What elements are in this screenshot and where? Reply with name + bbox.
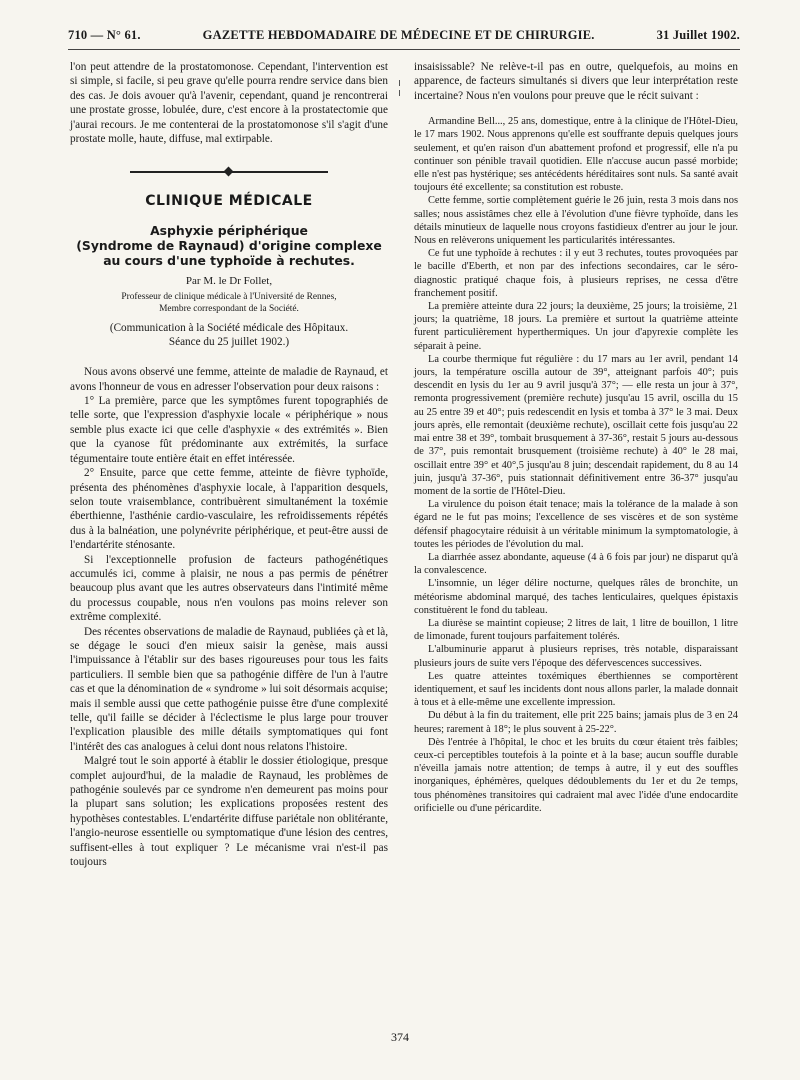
header-rule (68, 49, 740, 50)
author-affiliation (78, 292, 380, 315)
right-column (414, 60, 738, 815)
body-paragraph: Si l'exceptionnelle profusion de facteurs pathogénétiques accumulés ici, comme à plaisir, ne nous a pas permis de pénétrer beaucoup plus avant que les autres observateurs dans l'intimité même du processus coupable, nous n'en voulons pas moins relever son extrême complexité. (70, 553, 388, 624)
body-paragraph: Nous avons observé une femme, atteinte de maladie de Raynaud, et avons l'honneur de vous en adresser l'observation pour deux raisons : (70, 366, 388, 393)
case-paragraph: Ce fut une typhoïde à rechutes : il y eut 3 rechutes, toutes provoquées par le bacille d'Eberth, et non par des infections secondaires, car le séro-diagnostic pratiqué chaque fois, à plusieurs reprises, ne cessa d'être franchement positif. (414, 248, 738, 299)
case-paragraph: Dès l'entrée à l'hôpital, le choc et les bruits du cœur étaient très faibles; ceux-ci perceptibles toutefois à la pointe et à la base; aucun souffle durable n'éveilla jamais notre attention; de temps à autre, il y eut des souffles inorganiques, éphémères, quelques dédoublements du 1er et du 2e temps, tous phénomènes transitoires qui cadraient mal avec l'idée d'une endocardite orificielle ou d'une péricardite. (414, 736, 738, 814)
affiliation-line: Membre correspondant de la Société. (159, 303, 299, 314)
article-title-line: (Syndrome de Raynaud) d'origine complexe (76, 237, 382, 253)
article-title-line: Asphyxie périphérique (150, 222, 308, 238)
case-paragraph: L'albuminurie apparut à plusieurs reprises, très notable, disparaissant plusieurs jours de suite vers l'époque des défervescences successives. (414, 644, 738, 669)
body-paragraph: 1° La première, parce que les symptômes furent topographiés de telle sorte, que l'expression d'asphyxie locale « périphérique » nous semble plus exacte ici que celle d'asphyxie « des extrémités ». Bien que la cyanose fût prédominante aux extrémités, la surface tégumentaire toute entière était en effet intéressée. (70, 395, 388, 465)
section-title: CLINIQUE MÉDICALE (145, 193, 313, 210)
case-paragraph: La diurèse se maintint copieuse; 2 litres de lait, 1 litre de bouillon, 1 litre de limonade, furent toujours parfaitement tolérés. (414, 617, 738, 643)
case-paragraph: Armandine Bell..., 25 ans, domestique, entre à la clinique de l'Hôtel-Dieu, le 17 mars 1902. Nous apprenons qu'elle est souffrante depuis quelques jours seulement, et qu'en raison d'un abattement profond et progressif, elle n'a pu continuer son pénible travail quotidien. Elle n'accuse aucun passé morbide; elle n'est pas hystérique; ses antécédents héréditaires sont nuls. Sa santé avait toujours été excellente; sa constitution est robuste. (414, 116, 738, 194)
case-paragraph: L'insomnie, un léger délire nocturne, quelques râles de bronchite, un météorisme abdominal marqué, des taches lenticulaires, quelques épistaxis constituèrent le fond du tableau. (414, 578, 738, 616)
article-title (70, 223, 388, 268)
case-paragraph: La virulence du poison était tenace; mais la tolérance de la malade à son égard ne le fut pas moins; l'excellence de ses viscères et de son système défensif phagocytaire réduisit à un véritable minimum la symptomatologie, à toutes les périodes de l'évolution du mal. (414, 499, 738, 550)
section-separator (130, 168, 328, 176)
body-paragraph: Malgré tout le soin apporté à établir le dossier étiologique, presque complet aujourd'hui, de la maladie de Raynaud, les problèmes de pathogénie soulevés par ce syndrome n'en demeurent pas moins pour la plupart sans solution; les explications proposées restent des hypothèses contestables. L'endartérite diffuse pariétale non oblitérante, l'angio-neurose essentielle ou symptomatique d'une lésion des centres, suffisent-elles à tout expliquer ? Le mécanisme vrai n'est-il pas toujours (70, 755, 388, 869)
body-paragraph: Des récentes observations de maladie de Raynaud, publiées çà et là, se dégage le souci d'en mieux saisir la genèse, mais aussi l'impuissance à l'établir sur des bases rigoureuses pour tous les faits particuliers. Il semble bien que sa pathogénie diffère de l'un à l'autre cas et que la dénomination de « syndrome » lui soit désormais acquise; mais il semble aussi que cette pathogénie puisse être d'une complexité telle, qu'il faille se décider à l'éclectisme le plus large pour trouver l'explication plausible des mille détails symptomatiques qui font l'intérêt des cas analogues à celui dont nous relatons l'histoire. (70, 625, 388, 753)
author-byline: Par M. le Dr Follet, (185, 274, 273, 287)
case-paragraph: La courbe thermique fut régulière : du 17 mars au 1er avril, pendant 14 jours, la température oscilla autour de 39°, atteignant parfois 40°; puis descendit en lysis du 1er au 9 avril jusqu'à 37°; — elle resta un jour à 37°, remonta progressivement (première rechute) jusqu'au 15 avril, oscilla du 15 au 25 entre 39 et 40°; puis redescendit en lysis et tomba à 37° le 3 mai. Deux jours après, elle remontait (deuxième rechute), oscillait cette fois jusqu'au 22 mai entre 38 et 39°, tombait brusquement à 37-36°, restait 5 jours au-dessous de 37°, puis remontait brusquement (troisième rechute) à 40° le 28 mai, oscillait entre 39° et 40°,5 jusqu'au 8 juin; descendait rapidement, du 8 au 14 juin, jusqu'à 37-36°, puis stationnait définitivement entre 36-37° jusqu'au moment de la sortie de l'Hôtel-Dieu. (414, 353, 738, 497)
column-divider-marks (399, 80, 405, 100)
article-title-line: au cours d'une typhoïde à rechutes. (103, 252, 355, 268)
affiliation-line: Professeur de clinique médicale à l'Université de Rennes, (121, 292, 337, 303)
communication-line: (Communication à la Société médicale des Hôpitaux. (109, 322, 349, 335)
case-paragraph: La première atteinte dura 22 jours; la deuxième, 25 jours; la troisième, 21 jours; la quatrième, 18 jours. La première et surtout la quatrième atteinte furent particulièrement hyperthermiques. Un jour d'apyrexie complète les séparait à peine. (414, 301, 738, 352)
case-paragraph: Cette femme, sortie complètement guérie le 26 juin, resta 3 mois dans nos salles; nous assistâmes chez elle à l'évolution d'une fièvre typhoïde, dans les détails minutieux de laquelle nous croyons fastidieux d'entrer au jour le jour. Nous en relèverons uniquement les particularités intéressantes. (414, 195, 738, 247)
communication-line: Séance du 25 juillet 1902.) (168, 336, 290, 349)
continuation-paragraph: l'on peut attendre de la prostatomonose. Cependant, l'intervention est si simple, si facile, si peu grave qu'elle pourra rendre service dans bien des cas. Je dois avouer qu'à l'avenir, cependant, quand je rencontrerai une prostate grosse, lobulée, dure, c'est encore à la prostatectomie que j'aurai recours. Je me contenterai de la prostatomonose s'il s'agit d'une prostate molle, haute, diffuse, mal extirpable. (70, 61, 388, 146)
body-paragraph: 2° Ensuite, parce que cette femme, atteinte de fièvre typhoïde, présenta des phénomènes d'asphyxie locale, à l'apparition desquels, selon toute vraisemblance, contribuèrent simultanément la toxémie éberthienne, l'asthénie cardio-vasculaire, les refroidissements répétés dus à la balnéation, une polynévrite périphérique, et peut-être aussi de l'endartérite sténosante. (70, 467, 388, 552)
case-paragraph: Les quatre atteintes toxémiques éberthiennes se comportèrent identiquement, et sauf les incidents dont nous allons parler, la malade donnait à tous et à elle-même une excellente impression. (414, 670, 738, 709)
issue-date: 31 Juillet 1902. (656, 28, 740, 42)
page-label: 710 — N° 61. (68, 28, 141, 42)
diamond-ornament-icon (224, 167, 234, 177)
left-column (70, 60, 388, 869)
journal-title: GAZETTE HEBDOMADAIRE DE MÉDECINE ET DE CHIRURGIE. (202, 28, 595, 42)
case-paragraph: Du début à la fin du traitement, elle prit 225 bains; jamais plus de 3 en 24 heures; rarement à 18°; le plus souvent à 25-22°. (414, 710, 738, 735)
intro-paragraph: insaisissable? Ne relève-t-il pas en outre, quelquefois, au moins en apparence, de facteurs simultanés si divers que leur interprétation reste incertaine? Nous n'en voulons pour preuve que le récit suivant : (414, 61, 738, 102)
page-number: 374 (391, 1030, 409, 1044)
case-paragraph: La diarrhée assez abondante, aqueuse (4 à 6 fois par jour) ne disparut qu'à la convalescence. (414, 551, 738, 577)
communication-note (70, 321, 388, 349)
running-header (68, 28, 740, 43)
